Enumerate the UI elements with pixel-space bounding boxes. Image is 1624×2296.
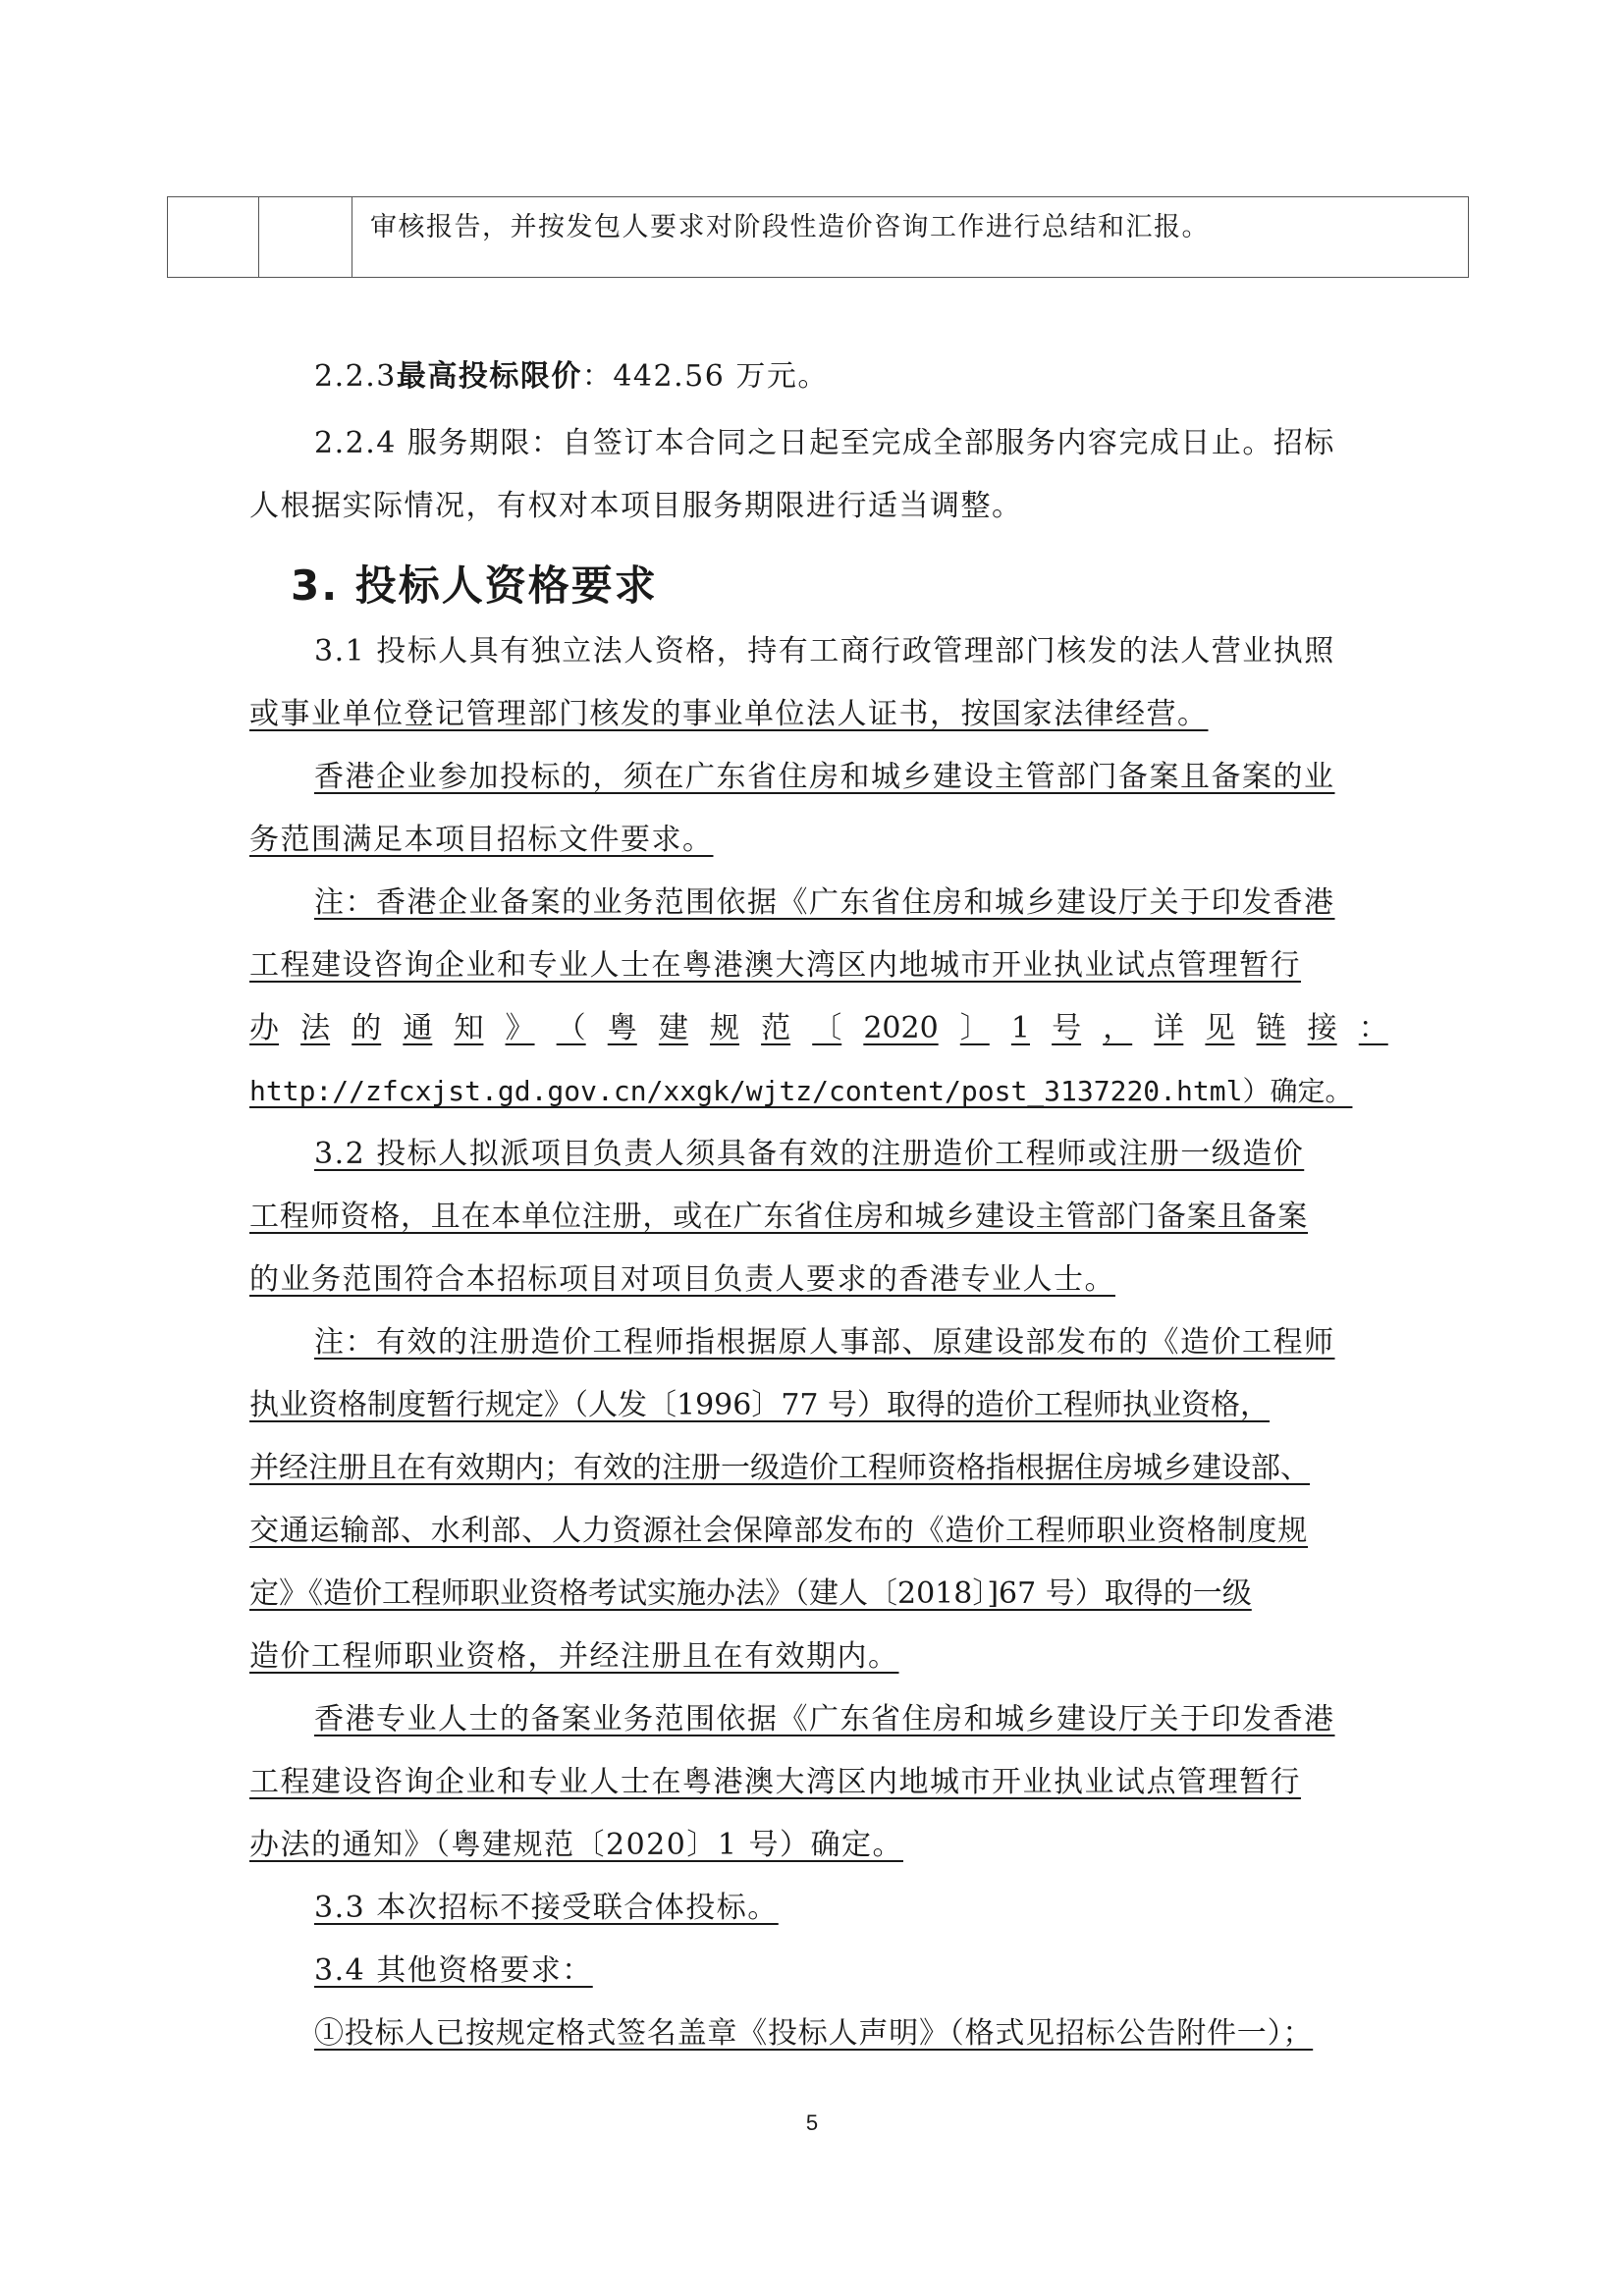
justified-token: 〔: [812, 1011, 842, 1045]
justified-token: 粤: [607, 1011, 637, 1045]
hk-enterprise-line1: 香港企业参加投标的，须在广东省住房和城乡建设主管部门备案且备案的业: [314, 760, 1335, 794]
max-bid-price-label: 最高投标限价: [396, 359, 582, 394]
note-1-link: http://zfcxjst.gd.gov.cn/xxgk/wjtz/content/post_3137220.html）确定。: [249, 1075, 1353, 1107]
section-heading: 3. 投标人资格要求: [291, 561, 658, 610]
justified-token: 办: [249, 1011, 279, 1045]
note-2-line3: 并经注册且在有效期内；有效的注册一级造价工程师资格指根据住房城乡建设部、: [249, 1451, 1310, 1485]
clause-3-2-line2: 工程师资格，且在本单位注册，或在广东省住房和城乡建设主管部门备案且备案: [249, 1200, 1308, 1234]
justified-token: 》: [505, 1011, 535, 1045]
justified-token: 通: [403, 1011, 433, 1045]
note-1-line3: [249, 1009, 1388, 1048]
clause-number: 2.2.3: [314, 359, 397, 394]
justified-token: 链: [1256, 1011, 1286, 1045]
note-2-line5: 定》《造价工程师职业资格考试实施办法》（建人〔2018〕]67 号）取得的一级: [249, 1576, 1252, 1611]
table-cell-content: 审核报告，并按发包人要求对阶段性造价咨询工作进行总结和汇报。: [370, 212, 1210, 242]
page-number: 5: [805, 2110, 819, 2135]
justified-token: 详: [1154, 1011, 1184, 1045]
note-2-line6: 造价工程师职业资格，并经注册且在有效期内。: [249, 1639, 899, 1674]
requirement-item-1: ①投标人已按规定格式签名盖章《投标人声明》（格式见招标公告附件一）；: [314, 2016, 1314, 2051]
note-2-line4: 交通运输部、水利部、人力资源社会保障部发布的《造价工程师职业资格制度规: [249, 1514, 1308, 1548]
clause-3-3: 3.3 本次招标不接受联合体投标。: [314, 1891, 779, 1925]
clause-3-4: 3.4 其他资格要求：: [314, 1953, 593, 1988]
justified-token: 的: [352, 1011, 382, 1045]
clause-3-2-line1: 3.2 投标人拟派项目负责人须具备有效的注册造价工程师或注册一级造价: [314, 1137, 1305, 1171]
table-cell-stage: [259, 197, 352, 277]
clause-2-2-3: [314, 357, 829, 397]
justified-token: 号: [1052, 1011, 1082, 1045]
justified-token: 1: [1010, 1011, 1030, 1045]
justified-token: 见: [1205, 1011, 1235, 1045]
justified-token: 接: [1307, 1011, 1337, 1045]
clause-2-2-4-line2: 人根据实际情况，有权对本项目服务期限进行适当调整。: [249, 489, 1023, 523]
max-bid-price-value: ：442.56 万元。: [581, 359, 829, 394]
clause-3-1-line1: 3.1 投标人具有独立法人资格，持有工商行政管理部门核发的法人营业执照: [314, 634, 1335, 668]
hk-professional-line2: 工程建设咨询企业和专业人士在粤港澳大湾区内地城市开业执业试点管理暂行: [249, 1765, 1301, 1799]
hk-professional-line1: 香港专业人士的备案业务范围依据《广东省住房和城乡建设厅关于印发香港: [314, 1702, 1335, 1736]
justified-token: 〕: [959, 1011, 990, 1045]
justified-token: 建: [658, 1011, 688, 1045]
justified-token: ，: [1103, 1011, 1133, 1045]
justified-token: 范: [761, 1011, 791, 1045]
note-2-line2: 执业资格制度暂行规定》（人发〔1996〕77 号）取得的造价工程师执业资格，: [249, 1388, 1271, 1422]
table-cell-index: [168, 197, 259, 277]
justified-token: 规: [709, 1011, 739, 1045]
service-table: [167, 196, 1469, 278]
note-1-line2: 工程建设咨询企业和专业人士在粤港澳大湾区内地城市开业执业试点管理暂行: [249, 948, 1301, 983]
justified-token: ：: [1358, 1011, 1388, 1045]
justified-token: 法: [300, 1011, 331, 1045]
justified-text: [249, 1009, 1388, 1048]
note-1-line1: 注：香港企业备案的业务范围依据《广东省住房和城乡建设厅关于印发香港: [314, 885, 1335, 920]
justified-token: 知: [454, 1011, 484, 1045]
justified-token: （: [556, 1011, 586, 1045]
clause-2-2-4-line1: 2.2.4 服务期限：自签订本合同之日起至完成全部服务内容完成日止。招标: [314, 426, 1335, 460]
note-2-line1: 注：有效的注册造价工程师指根据原人事部、原建设部发布的《造价工程师: [314, 1325, 1335, 1360]
clause-3-2-line3: 的业务范围符合本招标项目对项目负责人要求的香港专业人士。: [249, 1262, 1115, 1297]
justified-token: 2020: [863, 1011, 939, 1045]
hk-enterprise-line2: 务范围满足本项目招标文件要求。: [249, 823, 714, 857]
clause-3-1-line2: 或事业单位登记管理部门核发的事业单位法人证书，按国家法律经营。: [249, 697, 1209, 731]
hk-professional-line3: 办法的通知》（粤建规范〔2020〕1 号）确定。: [249, 1828, 903, 1862]
